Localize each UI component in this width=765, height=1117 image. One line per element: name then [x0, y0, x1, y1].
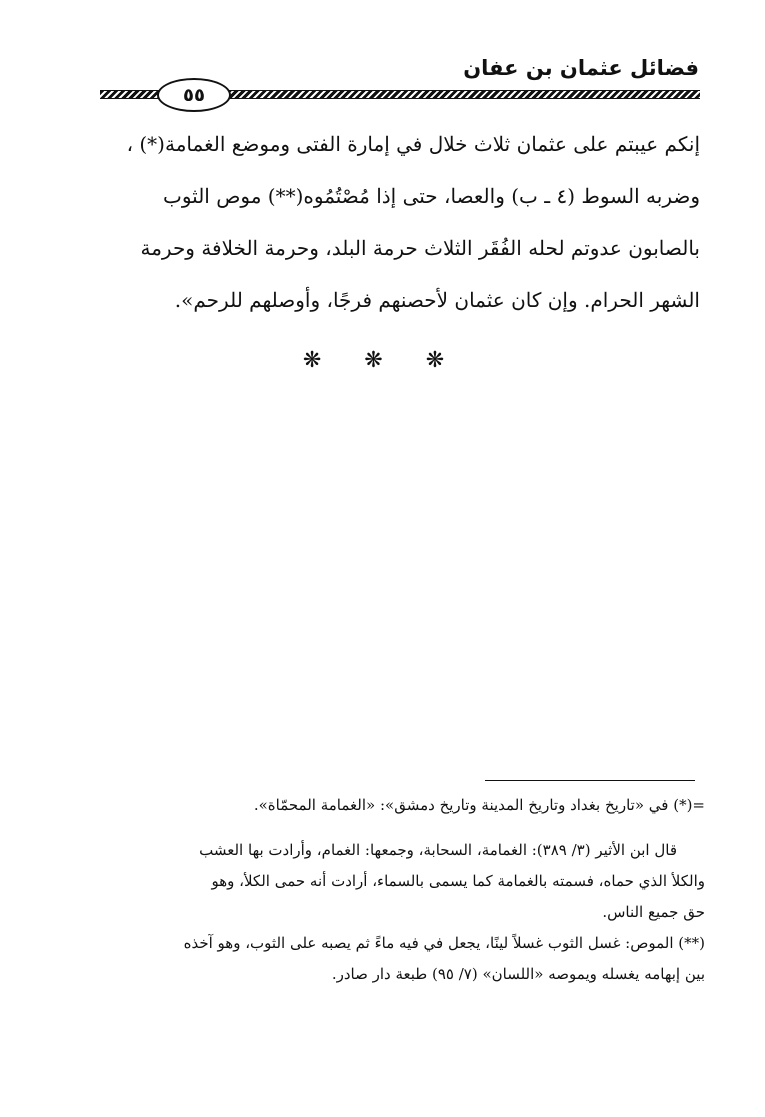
page-number: ٥٥: [157, 78, 231, 112]
footnote-line: والكلأ الذي حماه، فسمته بالغمامة كما يسمى بالسماء، أرادت أنه حمى الكلأ، وهو: [211, 872, 705, 890]
footnote-rule: [485, 780, 695, 781]
footnote-line: بين إبهامه يغسله ويموصه «اللسان» (٧/ ٩٥) طبعة دار صادر.: [331, 965, 705, 983]
footnotes: [100, 790, 705, 990]
footnote-line: (**) الموص: غسل الثوب غسلاً لينًا، يجعل في فيه ماءً ثم يصبه على الثوب، وهو آخذه: [183, 934, 705, 952]
running-title: فضائل عثمان بن عفان: [463, 56, 699, 80]
footnote-line: قال ابن الأثير (٣/ ٣٨٩): الغمامة، السحابة، وجمعها: الغمام، وأرادت بها العشب: [199, 841, 677, 859]
body-line: بالصابون عدوتم لحله الفُقَر الثلاث حرمة البلد، وحرمة الخلافة وحرمة: [140, 236, 700, 260]
body-line: الشهر الحرام. وإن كان عثمان لأحصنهم فرجًا، وأوصلهم للرحم».: [174, 288, 700, 312]
footnote-line: حق جميع الناس.: [602, 903, 705, 921]
body-line: إنكم عيبتم على عثمان ثلاث خلال في إمارة الفتى وموضع الغمامة(*) ،: [126, 132, 700, 156]
body-line: وضربه السوط (٤ ـ ب) والعصا، حتى إذا مُصْتُمُوه(**) موص الثوب: [163, 184, 700, 208]
footnote-line: =(*) في «تاريخ بغداد وتاريخ المدينة وتاريخ دمشق»: «الغمامة المحمّاة».: [253, 796, 705, 814]
section-separator: ❋ ❋ ❋: [302, 348, 463, 373]
body-text: [100, 118, 700, 326]
